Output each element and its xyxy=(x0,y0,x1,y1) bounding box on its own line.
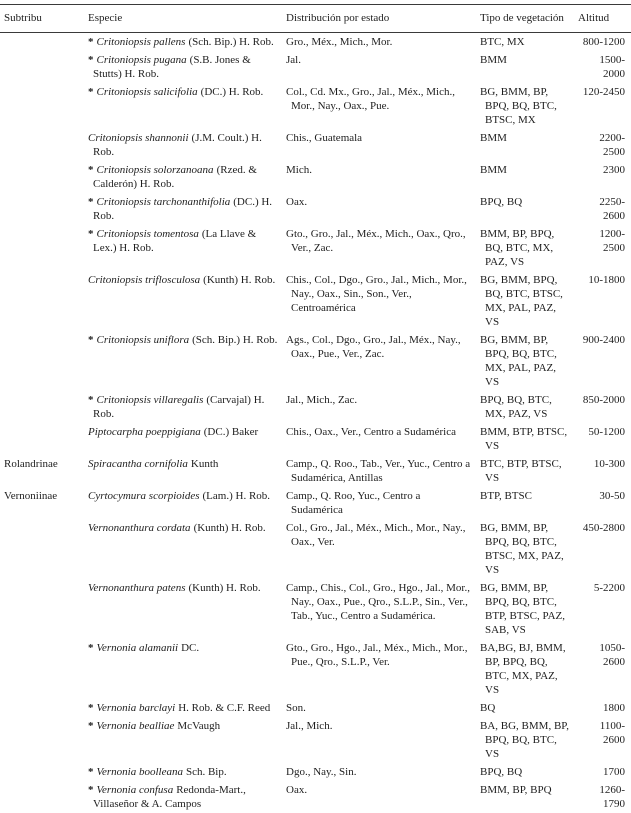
altitude-cell xyxy=(578,423,631,455)
table-row xyxy=(0,391,631,423)
distribution-cell xyxy=(286,639,480,699)
table-row xyxy=(0,331,631,391)
altitude-cell xyxy=(578,271,631,331)
species-cell xyxy=(88,391,286,423)
altitude-cell xyxy=(578,83,631,129)
altitude-text: 2200-2500 xyxy=(578,131,625,159)
subtribe-cell xyxy=(0,161,88,193)
distribution-text: Jal., Mich., Zac. xyxy=(286,393,474,407)
species-authority: Redonda-Mart., Villaseñor & A. Campos xyxy=(93,784,246,810)
altitude-cell xyxy=(578,51,631,83)
distribution-cell xyxy=(286,455,480,487)
species-authority: (S.B. Jones & Stutts) H. Rob. xyxy=(93,54,251,80)
species-authority: (Kunth) H. Rob. xyxy=(194,522,266,534)
endemic-asterisk: * xyxy=(88,720,94,732)
vegetation-text: BG, BMM, BP, BPQ, BQ, BTC, MX, PAL, PAZ, VS xyxy=(480,333,572,389)
species-cell xyxy=(88,519,286,579)
species-name: Critoniopsis pallens xyxy=(97,36,186,48)
altitude-cell xyxy=(578,33,631,52)
species-authority: (Sch. Bip.) H. Rob. xyxy=(188,36,273,48)
species-cell xyxy=(88,33,286,52)
altitude-text: 1500-2000 xyxy=(578,53,625,81)
subtribe-label: Vernoniinae xyxy=(4,489,82,503)
species-name: Vernonia boolleana xyxy=(97,766,183,778)
species-name: Cyrtocymura scorpioides xyxy=(88,490,200,502)
vegetation-cell xyxy=(480,763,578,781)
col-header-subtribu: Subtribu xyxy=(0,5,88,33)
distribution-text: Col., Cd. Mx., Gro., Jal., Méx., Mich., Mor., Nay., Oax., Pue. xyxy=(286,85,474,113)
endemic-asterisk: * xyxy=(88,766,94,778)
col-header-altitud: Altitud xyxy=(578,5,631,33)
endemic-asterisk: * xyxy=(88,196,94,208)
distribution-cell xyxy=(286,699,480,717)
species-cell xyxy=(88,455,286,487)
species-authority: (Lam.) H. Rob. xyxy=(203,490,271,502)
species-cell xyxy=(88,717,286,763)
distribution-text: Gro., Méx., Mich., Mor. xyxy=(286,35,474,49)
species-cell xyxy=(88,699,286,717)
species-cell xyxy=(88,423,286,455)
table-row xyxy=(0,129,631,161)
distribution-text: Mich. xyxy=(286,163,474,177)
species-table xyxy=(0,4,631,813)
table-row xyxy=(0,763,631,781)
vegetation-cell xyxy=(480,487,578,519)
altitude-text: 10-300 xyxy=(578,457,625,471)
species-cell xyxy=(88,487,286,519)
vegetation-text: BG, BMM, BP, BPQ, BQ, BTC, BTSC, MX xyxy=(480,85,572,127)
species-cell xyxy=(88,763,286,781)
subtribe-cell xyxy=(0,763,88,781)
vegetation-text: BPQ, BQ xyxy=(480,195,572,209)
distribution-cell xyxy=(286,161,480,193)
distribution-cell xyxy=(286,51,480,83)
distribution-text: Chis., Col., Dgo., Gro., Jal., Mich., Mor., Nay., Oax., Sin., Son., Ver., Centroamérica xyxy=(286,273,474,315)
subtribe-cell xyxy=(0,193,88,225)
species-authority: (J.M. Coult.) H. Rob. xyxy=(93,132,262,158)
vegetation-cell xyxy=(480,33,578,52)
distribution-text: Chis., Oax., Ver., Centro a Sudamérica xyxy=(286,425,474,439)
species-cell xyxy=(88,579,286,639)
altitude-text: 800-1200 xyxy=(578,35,625,49)
table-row xyxy=(0,271,631,331)
subtribe-cell xyxy=(0,331,88,391)
table-row xyxy=(0,225,631,271)
subtribe-cell xyxy=(0,639,88,699)
vegetation-text: BMM xyxy=(480,53,572,67)
species-name: Critoniopsis shannonii xyxy=(88,132,189,144)
distribution-text: Ags., Col., Dgo., Gro., Jal., Méx., Nay., Oax., Pue., Ver., Zac. xyxy=(286,333,474,361)
subtribe-cell xyxy=(0,51,88,83)
species-name: Critoniopsis triflosculosa xyxy=(88,274,200,286)
vegetation-text: BG, BMM, BP, BPQ, BQ, BTC, BTP, BTSC, PAZ, SAB, VS xyxy=(480,581,572,637)
species-cell xyxy=(88,639,286,699)
distribution-cell xyxy=(286,225,480,271)
distribution-cell xyxy=(286,763,480,781)
distribution-cell xyxy=(286,193,480,225)
species-name: Vernonanthura patens xyxy=(88,582,185,594)
vegetation-text: BG, BMM, BP, BPQ, BQ, BTC, BTSC, MX, PAZ, VS xyxy=(480,521,572,577)
table-row xyxy=(0,193,631,225)
altitude-text: 120-2450 xyxy=(578,85,625,99)
distribution-cell xyxy=(286,129,480,161)
species-authority: Sch. Bip. xyxy=(186,766,227,778)
species-name: Critoniopsis villaregalis xyxy=(97,394,204,406)
altitude-cell xyxy=(578,487,631,519)
species-authority: (Kunth) H. Rob. xyxy=(203,274,275,286)
species-name: Critoniopsis pugana xyxy=(97,54,187,66)
species-name: Critoniopsis salicifolia xyxy=(97,86,198,98)
species-authority: Kunth xyxy=(191,458,219,470)
endemic-asterisk: * xyxy=(88,164,94,176)
table-row xyxy=(0,423,631,455)
distribution-text: Col., Gro., Jal., Méx., Mich., Mor., Nay., Oax., Ver. xyxy=(286,521,474,549)
species-name: Critoniopsis uniflora xyxy=(97,334,190,346)
distribution-cell xyxy=(286,391,480,423)
species-authority: H. Rob. & C.F. Reed xyxy=(178,702,270,714)
species-name: Vernonanthura cordata xyxy=(88,522,191,534)
distribution-text: Dgo., Nay., Sin. xyxy=(286,765,474,779)
vegetation-cell xyxy=(480,161,578,193)
subtribe-cell xyxy=(0,271,88,331)
vegetation-cell xyxy=(480,83,578,129)
vegetation-text: BMM, BP, BPQ xyxy=(480,783,572,797)
vegetation-cell xyxy=(480,639,578,699)
altitude-cell xyxy=(578,161,631,193)
subtribe-cell xyxy=(0,423,88,455)
table-row xyxy=(0,639,631,699)
vegetation-text: BMM, BTP, BTSC, VS xyxy=(480,425,572,453)
altitude-text: 850-2000 xyxy=(578,393,625,407)
species-authority: (Carvajal) H. Rob. xyxy=(93,394,264,420)
distribution-text: Jal., Mich. xyxy=(286,719,474,733)
distribution-cell xyxy=(286,781,480,813)
distribution-cell xyxy=(286,271,480,331)
distribution-text: Son. xyxy=(286,701,474,715)
altitude-cell xyxy=(578,193,631,225)
endemic-asterisk: * xyxy=(88,642,94,654)
distribution-cell xyxy=(286,487,480,519)
table-body xyxy=(0,33,631,813)
species-cell xyxy=(88,51,286,83)
altitude-cell xyxy=(578,699,631,717)
table-row xyxy=(0,83,631,129)
vegetation-text: BTP, BTSC xyxy=(480,489,572,503)
species-authority: (Kunth) H. Rob. xyxy=(188,582,260,594)
species-cell xyxy=(88,225,286,271)
table-row xyxy=(0,487,631,519)
subtribe-cell xyxy=(0,33,88,52)
altitude-cell xyxy=(578,717,631,763)
species-name: Critoniopsis tomentosa xyxy=(97,228,199,240)
col-header-especie: Especie xyxy=(88,5,286,33)
endemic-asterisk: * xyxy=(88,702,94,714)
vegetation-text: BTC, BTP, BTSC, VS xyxy=(480,457,572,485)
species-authority: (DC.) H. Rob. xyxy=(201,86,264,98)
vegetation-cell xyxy=(480,225,578,271)
species-authority: McVaugh xyxy=(177,720,220,732)
subtribe-cell xyxy=(0,579,88,639)
subtribe-cell xyxy=(0,519,88,579)
distribution-text: Gto., Gro., Jal., Méx., Mich., Oax., Qro., Ver., Zac. xyxy=(286,227,474,255)
distribution-cell xyxy=(286,331,480,391)
species-authority: (Rzed. & Calderón) H. Rob. xyxy=(93,164,257,190)
endemic-asterisk: * xyxy=(88,394,94,406)
altitude-text: 50-1200 xyxy=(578,425,625,439)
species-name: Piptocarpha poeppigiana xyxy=(88,426,201,438)
subtribe-cell xyxy=(0,487,88,519)
altitude-text: 2300 xyxy=(578,163,625,177)
vegetation-text: BTC, MX xyxy=(480,35,572,49)
altitude-cell xyxy=(578,225,631,271)
altitude-text: 900-2400 xyxy=(578,333,625,347)
distribution-cell xyxy=(286,33,480,52)
altitude-cell xyxy=(578,763,631,781)
species-cell xyxy=(88,271,286,331)
species-cell xyxy=(88,83,286,129)
species-authority: (La Llave & Lex.) H. Rob. xyxy=(93,228,256,254)
species-name: Vernonia bealliae xyxy=(97,720,175,732)
table-row xyxy=(0,519,631,579)
vegetation-cell xyxy=(480,51,578,83)
table-row xyxy=(0,455,631,487)
altitude-cell xyxy=(578,639,631,699)
vegetation-cell xyxy=(480,699,578,717)
vegetation-cell xyxy=(480,271,578,331)
altitude-cell xyxy=(578,579,631,639)
distribution-text: Camp., Q. Roo., Tab., Ver., Yuc., Centro a Sudamérica, Antillas xyxy=(286,457,474,485)
vegetation-text: BMM xyxy=(480,163,572,177)
distribution-cell xyxy=(286,423,480,455)
distribution-text: Oax. xyxy=(286,195,474,209)
subtribe-cell xyxy=(0,455,88,487)
vegetation-text: BMM, BP, BPQ, BQ, BTC, MX, PAZ, VS xyxy=(480,227,572,269)
species-cell xyxy=(88,193,286,225)
table-row xyxy=(0,51,631,83)
species-cell xyxy=(88,161,286,193)
endemic-asterisk: * xyxy=(88,86,94,98)
distribution-text: Camp., Chis., Col., Gro., Hgo., Jal., Mor., Nay., Oax., Pue., Qro., S.L.P., Sin., Ver., Tab., Yuc., Centro a Sudamérica. xyxy=(286,581,474,623)
distribution-cell xyxy=(286,579,480,639)
endemic-asterisk: * xyxy=(88,334,94,346)
vegetation-text: BG, BMM, BPQ, BQ, BTC, BTSC, MX, PAL, PAZ, VS xyxy=(480,273,572,329)
species-authority: DC. xyxy=(181,642,199,654)
species-name: Vernonia confusa xyxy=(97,784,174,796)
distribution-text: Jal. xyxy=(286,53,474,67)
species-authority: (DC.) H. Rob. xyxy=(93,196,272,222)
vegetation-cell xyxy=(480,129,578,161)
distribution-cell xyxy=(286,83,480,129)
vegetation-cell xyxy=(480,331,578,391)
altitude-cell xyxy=(578,455,631,487)
col-header-vegetacion: Tipo de vegetación xyxy=(480,5,578,33)
altitude-text: 5-2200 xyxy=(578,581,625,595)
header-row xyxy=(0,5,631,33)
endemic-asterisk: * xyxy=(88,228,94,240)
distribution-cell xyxy=(286,519,480,579)
subtribe-cell xyxy=(0,129,88,161)
vegetation-cell xyxy=(480,579,578,639)
table-row xyxy=(0,717,631,763)
altitude-cell xyxy=(578,391,631,423)
vegetation-cell xyxy=(480,423,578,455)
endemic-asterisk: * xyxy=(88,784,94,796)
altitude-text: 1260-1790 xyxy=(578,783,625,811)
species-cell xyxy=(88,129,286,161)
table-header xyxy=(0,5,631,33)
altitude-cell xyxy=(578,519,631,579)
table-row xyxy=(0,579,631,639)
endemic-asterisk: * xyxy=(88,54,94,66)
vegetation-cell xyxy=(480,391,578,423)
altitude-text: 30-50 xyxy=(578,489,625,503)
vegetation-cell xyxy=(480,717,578,763)
vegetation-cell xyxy=(480,193,578,225)
endemic-asterisk: * xyxy=(88,36,94,48)
vegetation-cell xyxy=(480,455,578,487)
table-row xyxy=(0,161,631,193)
table-row xyxy=(0,33,631,52)
subtribe-cell xyxy=(0,391,88,423)
species-name: Vernonia barclayi xyxy=(97,702,176,714)
distribution-text: Gto., Gro., Hgo., Jal., Méx., Mich., Mor., Pue., Qro., S.L.P., Ver. xyxy=(286,641,474,669)
distribution-text: Chis., Guatemala xyxy=(286,131,474,145)
vegetation-text: BQ xyxy=(480,701,572,715)
altitude-text: 10-1800 xyxy=(578,273,625,287)
species-name: Spiracantha cornifolia xyxy=(88,458,188,470)
altitude-text: 1700 xyxy=(578,765,625,779)
distribution-text: Oax. xyxy=(286,783,474,797)
vegetation-text: BPQ, BQ xyxy=(480,765,572,779)
altitude-text: 1100-2600 xyxy=(578,719,625,747)
distribution-text: Camp., Q. Roo, Yuc., Centro a Sudamérica xyxy=(286,489,474,517)
species-cell xyxy=(88,781,286,813)
vegetation-text: BPQ, BQ, BTC, MX, PAZ, VS xyxy=(480,393,572,421)
species-cell xyxy=(88,331,286,391)
vegetation-text: BA, BG, BMM, BP, BPQ, BQ, BTC, VS xyxy=(480,719,572,761)
species-name: Critoniopsis solorzanoana xyxy=(97,164,214,176)
subtribe-cell xyxy=(0,699,88,717)
altitude-text: 1800 xyxy=(578,701,625,715)
table-row xyxy=(0,699,631,717)
altitude-cell xyxy=(578,129,631,161)
altitude-cell xyxy=(578,331,631,391)
col-header-distribucion: Distribución por estado xyxy=(286,5,480,33)
altitude-cell xyxy=(578,781,631,813)
vegetation-text: BMM xyxy=(480,131,572,145)
altitude-text: 450-2800 xyxy=(578,521,625,535)
vegetation-cell xyxy=(480,781,578,813)
altitude-text: 1200-2500 xyxy=(578,227,625,255)
subtribe-cell xyxy=(0,83,88,129)
species-authority: (Sch. Bip.) H. Rob. xyxy=(192,334,277,346)
subtribe-cell xyxy=(0,781,88,813)
vegetation-text: BA,BG, BJ, BMM, BP, BPQ, BQ, BTC, MX, PAZ, VS xyxy=(480,641,572,697)
table-row xyxy=(0,781,631,813)
distribution-cell xyxy=(286,717,480,763)
species-authority: (DC.) Baker xyxy=(204,426,258,438)
subtribe-cell xyxy=(0,717,88,763)
species-name: Critoniopsis tarchonanthifolia xyxy=(97,196,231,208)
species-name: Vernonia alamanii xyxy=(97,642,179,654)
altitude-text: 2250-2600 xyxy=(578,195,625,223)
subtribe-label: Rolandrinae xyxy=(4,457,82,471)
altitude-text: 1050-2600 xyxy=(578,641,625,669)
subtribe-cell xyxy=(0,225,88,271)
vegetation-cell xyxy=(480,519,578,579)
